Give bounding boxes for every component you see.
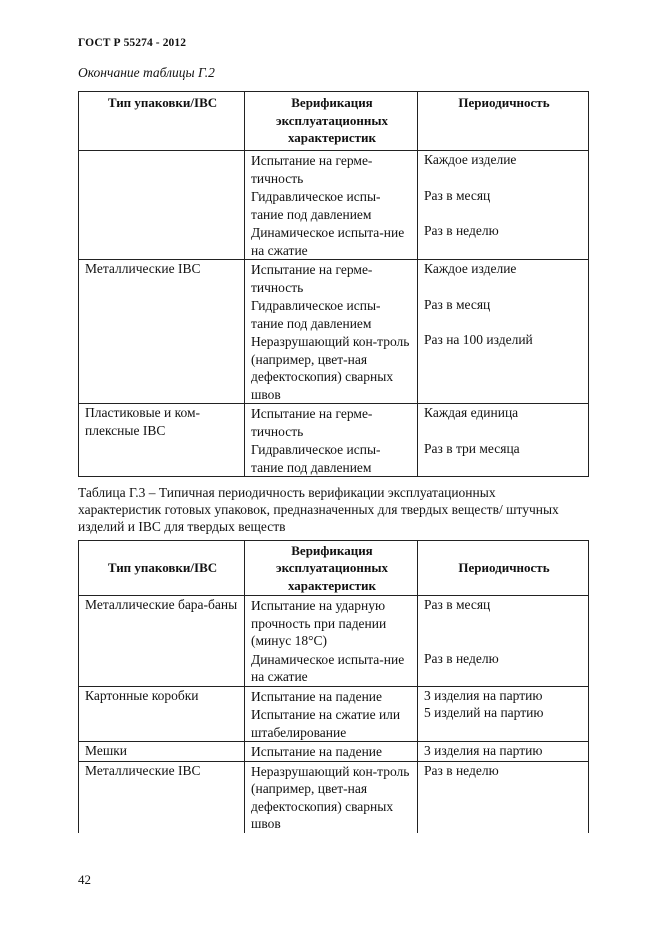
table-row (79, 686, 589, 742)
table-row (79, 404, 589, 477)
period-item: Раз в три месяца (424, 440, 520, 456)
test-item: Гидравлическое испы-тание под давлением (251, 189, 381, 222)
test-item: Гидравлическое испы-тание под давлением (251, 442, 381, 475)
period-item: Раз в неделю (424, 223, 499, 238)
test-item: Неразрушающий кон-троль (например, цвет-ная дефектоскопия) сварных швов (251, 334, 410, 402)
test-item: Испытание на ударную прочность при падении (минус 18°С) (251, 598, 387, 648)
table-g3-caption: Таблица Г.3 – Типичная периодичность верификации эксплуатационных характеристик готовых упаковок, предназначенных для твердых веществ/ штучных изделий и IBC для твердых веществ (78, 485, 559, 534)
cell-tests (245, 596, 418, 687)
cell-tests (245, 686, 418, 742)
header-periodicity: Периодичность (418, 92, 589, 151)
test-item: Испытание на сжатие или штабелирование (251, 707, 401, 740)
cell-package-type: Металлические IBC (79, 761, 245, 833)
cell-tests (245, 742, 418, 762)
header-verification: Верификация эксплуатационных характеристик (245, 541, 418, 596)
period-item: Каждая единица (424, 405, 519, 420)
test-item: Гидравлическое испы-тание под давлением (251, 298, 381, 331)
cell-package-type: Мешки (79, 742, 245, 762)
table-row (79, 596, 589, 687)
test-item: Испытание на герме-тичность (251, 406, 373, 439)
header-package-type: Тип упаковки/IBC (79, 541, 245, 596)
standard-code: ГОСТ Р 55274 - 2012 (78, 37, 187, 49)
period-item: Раз в месяц (424, 187, 491, 203)
cell-periods (418, 686, 589, 742)
cell-package-type: Металлические IBC (79, 260, 245, 404)
test-item: Испытание на падение (251, 688, 383, 704)
table-g3 (78, 540, 589, 833)
header-verification: Верификация эксплуатационных характеристик (245, 92, 418, 151)
table-continuation-caption: Окончание таблицы Г.2 (78, 65, 215, 80)
period-item: Каждое изделие (424, 152, 517, 167)
period-item: Раз в неделю (424, 650, 499, 666)
period-item: Раз на 100 изделий (424, 332, 533, 347)
header-package-type: Тип упаковки/IBC (79, 92, 245, 151)
test-item: Испытание на герме-тичность (251, 262, 373, 295)
period-item: 5 изделий на партию (424, 705, 544, 720)
period-item: Раз в неделю (424, 762, 499, 778)
header-row (79, 541, 589, 596)
table-row (79, 761, 589, 833)
test-item: Испытание на герме-тичность (251, 153, 373, 186)
cell-tests (245, 260, 418, 404)
cell-periods (418, 151, 589, 260)
cell-periods (418, 260, 589, 404)
table-row (79, 151, 589, 260)
header-row (79, 92, 589, 151)
table-g2-end (78, 91, 589, 477)
cell-package-type: Пластиковые и ком-плексные IBC (79, 404, 245, 477)
period-item: Раз в месяц (424, 597, 491, 612)
cell-periods (418, 742, 589, 762)
period-item: Раз в месяц (424, 296, 491, 312)
period-item: 3 изделия на партию (424, 687, 543, 703)
period-item: Каждое изделие (424, 261, 517, 276)
cell-periods (418, 596, 589, 687)
test-item: Испытание на падение (251, 744, 383, 759)
period-item: 3 изделия на партию (424, 743, 543, 758)
cell-periods (418, 761, 589, 833)
cell-tests (245, 404, 418, 477)
page-number: 42 (78, 872, 91, 887)
cell-package-type: Металлические бара-баны (79, 596, 245, 687)
cell-package-type (79, 151, 245, 260)
cell-tests (245, 151, 418, 260)
cell-package-type: Картонные коробки (79, 686, 245, 742)
cell-periods (418, 404, 589, 477)
table-row (79, 742, 589, 762)
test-item: Неразрушающий кон-троль (например, цвет-ная дефектоскопия) сварных швов (251, 763, 410, 831)
cell-tests (245, 761, 418, 833)
table-row (79, 260, 589, 404)
header-periodicity: Периодичность (418, 541, 589, 596)
test-item: Динамическое испыта-ние на сжатие (251, 651, 405, 684)
test-item: Динамическое испыта-ние на сжатие (251, 225, 405, 258)
